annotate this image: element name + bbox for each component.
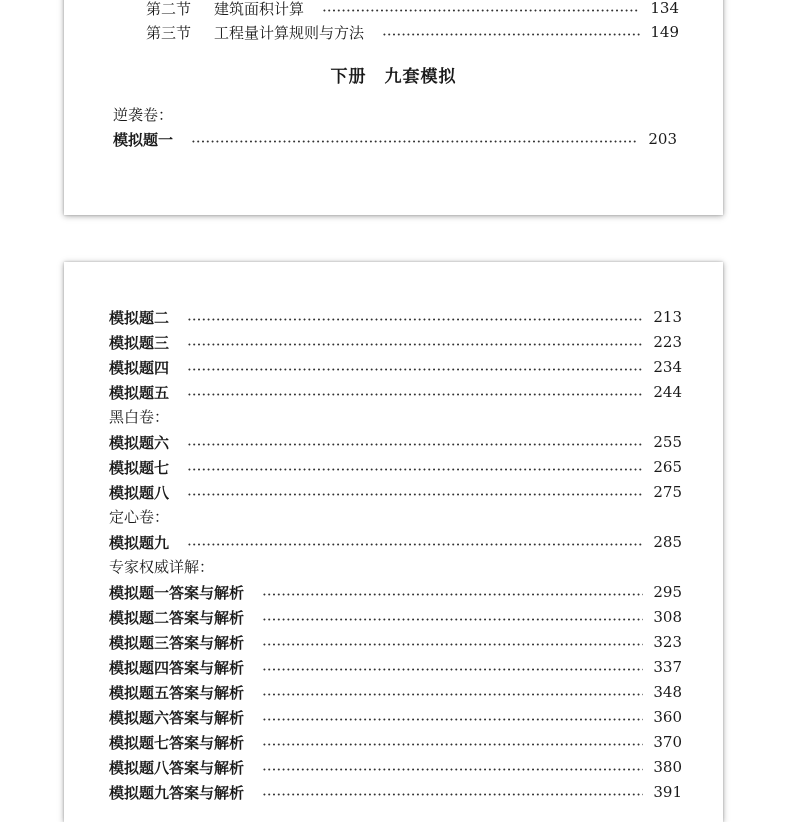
page-number: 134 bbox=[650, 0, 679, 17]
dot-leader bbox=[187, 443, 643, 446]
entry-label: 模拟题七 bbox=[109, 458, 170, 477]
dot-leader bbox=[187, 368, 643, 371]
section-title: 工程量计算规则与方法 bbox=[214, 23, 365, 42]
dot-leader bbox=[262, 643, 643, 646]
toc-entry-row[interactable] bbox=[109, 606, 682, 628]
toc-entry-row[interactable] bbox=[109, 706, 682, 728]
entry-label: 模拟题三 bbox=[109, 333, 170, 352]
page-number: 323 bbox=[653, 633, 682, 651]
entry-label: 模拟题五 bbox=[109, 383, 170, 402]
toc-entry-row[interactable] bbox=[113, 128, 677, 150]
entry-label: 模拟题四答案与解析 bbox=[109, 658, 245, 677]
toc-page-upper bbox=[64, 0, 723, 215]
toc-entry-row[interactable] bbox=[109, 431, 682, 453]
page-number: 149 bbox=[650, 23, 679, 41]
volume-heading: 专家权威详解： bbox=[109, 558, 215, 576]
toc-entry-row[interactable] bbox=[109, 356, 682, 378]
page-number: 360 bbox=[653, 708, 682, 726]
volume-heading: 黑白卷： bbox=[109, 408, 170, 426]
dot-leader bbox=[191, 140, 638, 143]
section-title: 建筑面积计算 bbox=[214, 0, 305, 18]
entry-label: 模拟题八答案与解析 bbox=[109, 758, 245, 777]
dot-leader bbox=[262, 768, 643, 771]
entry-label: 模拟题二 bbox=[109, 308, 170, 327]
toc-entry-row[interactable] bbox=[109, 306, 682, 328]
entry-label: 模拟题六 bbox=[109, 433, 170, 452]
toc-page-lower bbox=[64, 262, 723, 822]
part-heading: 下册 九套模拟 bbox=[330, 67, 457, 87]
entry-label: 模拟题八 bbox=[109, 483, 170, 502]
volume-heading: 逆袭卷： bbox=[113, 106, 174, 124]
entry-label: 模拟题二答案与解析 bbox=[109, 608, 245, 627]
dot-leader bbox=[382, 33, 640, 36]
toc-entry-row[interactable] bbox=[109, 631, 682, 653]
dot-leader bbox=[322, 9, 640, 12]
page-number: 380 bbox=[653, 758, 682, 776]
toc-entry-row[interactable] bbox=[109, 381, 682, 403]
dot-leader bbox=[187, 318, 643, 321]
toc-entry-row[interactable] bbox=[109, 756, 682, 778]
volume-heading: 定心卷： bbox=[109, 508, 170, 526]
dot-leader bbox=[187, 468, 643, 471]
section-number: 第三节 bbox=[146, 23, 192, 42]
page-number: 223 bbox=[653, 333, 682, 351]
entry-label: 模拟题七答案与解析 bbox=[109, 733, 245, 752]
toc-entry-row[interactable] bbox=[109, 531, 682, 553]
page-number: 295 bbox=[653, 583, 682, 601]
entry-label: 模拟题九答案与解析 bbox=[109, 783, 245, 802]
entry-label: 模拟题一 bbox=[113, 130, 174, 149]
page-number: 265 bbox=[653, 458, 682, 476]
page-number: 285 bbox=[653, 533, 682, 551]
entry-label: 模拟题四 bbox=[109, 358, 170, 377]
dot-leader bbox=[187, 493, 643, 496]
dot-leader bbox=[187, 343, 643, 346]
dot-leader bbox=[187, 393, 643, 396]
page-number: 337 bbox=[653, 658, 682, 676]
page-number: 348 bbox=[653, 683, 682, 701]
dot-leader bbox=[262, 593, 643, 596]
toc-entry-row[interactable] bbox=[109, 456, 682, 478]
toc-entry-row[interactable] bbox=[109, 681, 682, 703]
toc-entry-row[interactable] bbox=[109, 481, 682, 503]
toc-entry-row[interactable] bbox=[109, 581, 682, 603]
page-number: 213 bbox=[653, 308, 682, 326]
dot-leader bbox=[262, 618, 643, 621]
entry-label: 模拟题五答案与解析 bbox=[109, 683, 245, 702]
toc-entry-row[interactable] bbox=[109, 331, 682, 353]
page-number: 255 bbox=[653, 433, 682, 451]
page-number: 308 bbox=[653, 608, 682, 626]
entry-label: 模拟题三答案与解析 bbox=[109, 633, 245, 652]
dot-leader bbox=[262, 743, 643, 746]
page-number: 203 bbox=[648, 130, 677, 148]
page-number: 275 bbox=[653, 483, 682, 501]
page-number: 234 bbox=[653, 358, 682, 376]
page-number: 391 bbox=[653, 783, 682, 801]
toc-section-row[interactable] bbox=[146, 0, 679, 19]
dot-leader bbox=[262, 668, 643, 671]
entry-label: 模拟题九 bbox=[109, 533, 170, 552]
section-number: 第二节 bbox=[146, 0, 192, 18]
dot-leader bbox=[262, 693, 643, 696]
dot-leader bbox=[262, 718, 643, 721]
page-number: 244 bbox=[653, 383, 682, 401]
toc-section-row[interactable] bbox=[146, 21, 679, 43]
toc-entry-row[interactable] bbox=[109, 781, 682, 803]
dot-leader bbox=[187, 543, 643, 546]
toc-entry-row[interactable] bbox=[109, 731, 682, 753]
dot-leader bbox=[262, 793, 643, 796]
page-number: 370 bbox=[653, 733, 682, 751]
entry-label: 模拟题一答案与解析 bbox=[109, 583, 245, 602]
toc-entry-row[interactable] bbox=[109, 656, 682, 678]
entry-label: 模拟题六答案与解析 bbox=[109, 708, 245, 727]
